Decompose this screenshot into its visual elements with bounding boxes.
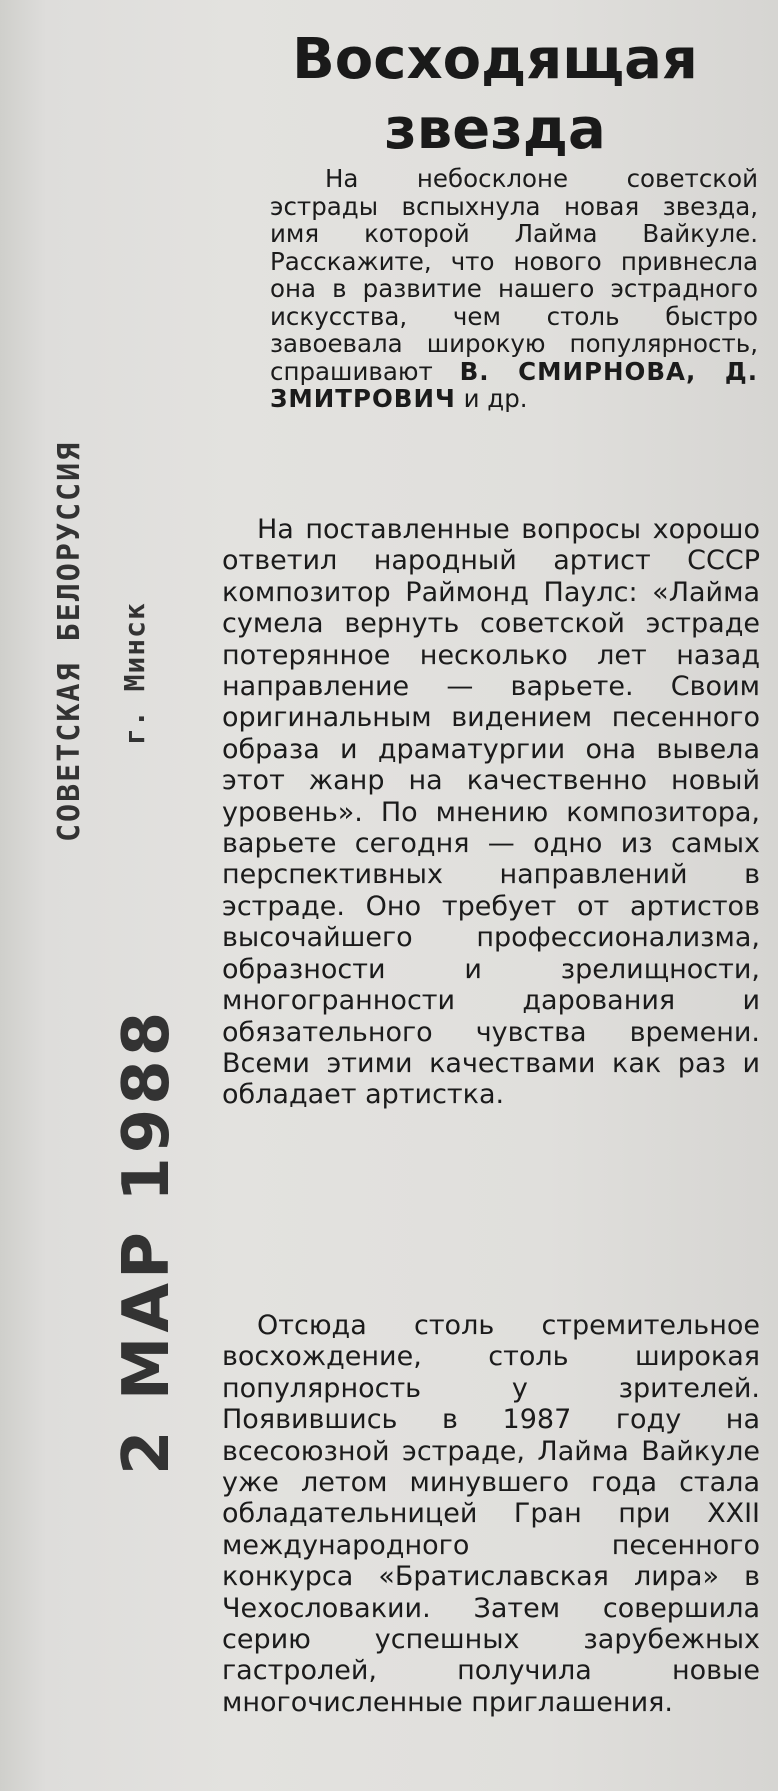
title-line-2: звезда [384, 97, 606, 162]
article-title [270, 25, 720, 165]
reader-question [270, 165, 758, 413]
lead-authors: В. СМИРНОВА, Д. ЗМИТРОВИЧ [270, 356, 758, 413]
lead-text: На небосклоне советской эстрады вспыхнула новая звезда, имя которой Лайма Вайкуле. Расскажите, что нового привнесла она в развитие нашего эстрадного искусства, чем столь быстро завоевала широкую популярность, спрашивают [270, 164, 758, 386]
date-stamp: 2 МАР 1988 [110, 1007, 184, 1475]
city-stamp: г. Минск [118, 602, 151, 745]
answer-paragraph-1: На поставленные вопросы хорошо ответил народный артист СССР композитор Раймонд Паулс: «Лайма сумела вернуть советской эстраде потерянное несколько лет назад направление — варьете. Своим оригинальным видением песенного образа и драматургии она вывела этот жанр на качественно новый уровень». По мнению композитора, варьете сегодня — одно из самых перспективных направлений в эстраде. Оно требует от артистов высочайшего профессионализма, образности и зрелищности, многогранности дарования и обязательного чувства времени. Всеми этими качествами как раз и обладает артистка. [222, 514, 760, 1111]
lead-tail: и др. [463, 384, 528, 413]
newspaper-name-stamp: СОВЕТСКАЯ БЕЛОРУССИЯ [52, 440, 87, 842]
answer-paragraph-2: Отсюда столь стремительное восхождение, столь широкая популярность у зрителей. Появившись в 1987 году на всесоюзной эстраде, Лайма Вайкуле уже летом минувшего года стала обладательницей Гран при XXII международного песенного конкурса «Братиславская лира» в Чехословакии. Затем совершила серию успешных зарубежных гастролей, получила новые многочисленные приглашения. [222, 1310, 760, 1718]
title-line-1: Восходящая [292, 27, 698, 92]
